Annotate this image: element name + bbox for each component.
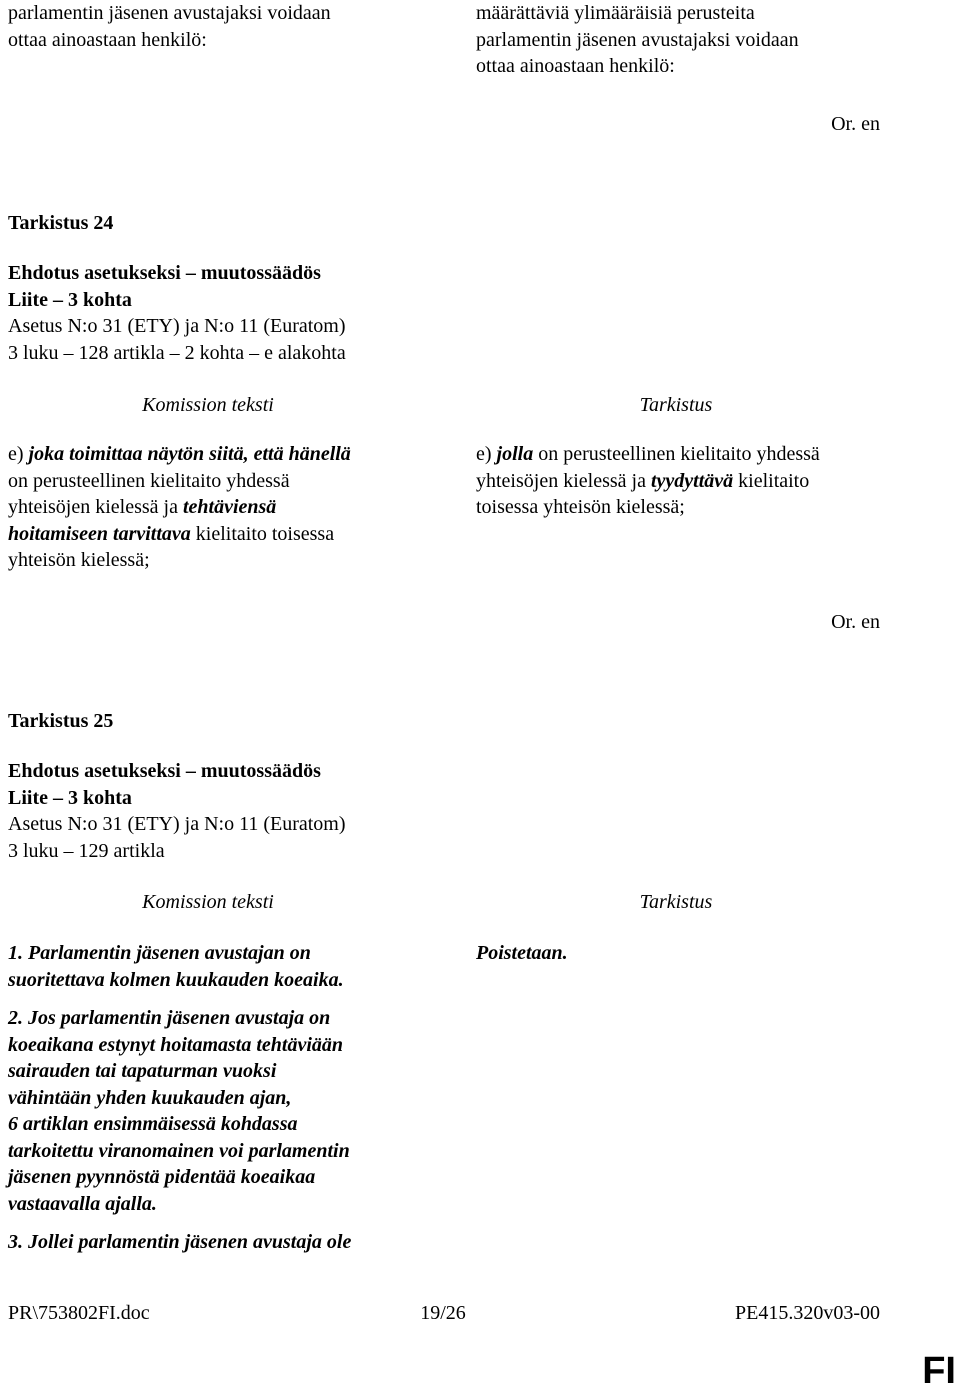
reference-line: Asetus N:o 31 (ETY) ja N:o 11 (Euratom) (8, 813, 346, 835)
reference-line: Asetus N:o 31 (ETY) ja N:o 11 (Euratom) (8, 315, 346, 337)
reference-line: Ehdotus asetukseksi – muutossäädös (8, 262, 321, 284)
text-line: jäsenen pyynnöstä pidentää koeaikaa (8, 1166, 316, 1188)
text-line: tarkoitettu viranomainen voi parlamentin (8, 1139, 350, 1162)
commission-text-body (8, 441, 351, 574)
text-line (476, 468, 820, 495)
text-line (8, 521, 351, 548)
footer-language-mark: FI (922, 1350, 956, 1392)
text-line: parlamentin jäsenen avustajaksi voidaan (476, 28, 799, 51)
amended-text: jolla (496, 443, 534, 465)
text-segment: on perusteellinen kielitaito yhdessä (533, 443, 820, 465)
text-line: sairauden tai tapaturman vuoksi (8, 1060, 277, 1082)
text-segment: e) (8, 443, 29, 465)
text-segment: kielitaito (733, 469, 810, 492)
text-line: ottaa ainoastaan henkilö: (8, 28, 207, 51)
reference-line: Liite – 3 kohta (8, 288, 132, 311)
text-segment: on perusteellinen kielitaito yhdessä (8, 469, 290, 492)
amendment-title: Tarkistus 25 (8, 710, 114, 732)
top-right-text (476, 0, 799, 80)
reference-line: Liite – 3 kohta (8, 786, 132, 809)
text-line: ottaa ainoastaan henkilö: (476, 55, 675, 77)
text-line (476, 441, 820, 468)
text-line: 2. Jos parlamentin jäsenen avustaja on (8, 1007, 331, 1029)
reference-line: 3 luku – 129 artikla (8, 839, 165, 862)
commission-text-header: Komission teksti (142, 891, 274, 913)
text-segment: yhteisön kielessä; (8, 549, 150, 571)
amendment-reference (8, 758, 346, 864)
deleted-marker: Poistetaan. (476, 942, 568, 964)
text-segment: kielitaito toisessa (190, 522, 335, 545)
amendment-header: Tarkistus (639, 891, 713, 913)
footer-page-number: 19/26 (420, 1302, 466, 1324)
original-language: Or. en (831, 113, 880, 135)
text-segment: yhteisöjen kielessä ja (476, 469, 651, 492)
amended-text: tyydyttävä (650, 469, 734, 492)
text-line (8, 468, 351, 495)
reference-line: 3 luku – 128 artikla – 2 kohta – e alakohta (8, 341, 346, 364)
amendment-text-body (476, 441, 820, 521)
top-left-text (8, 0, 331, 53)
text-segment: e) (476, 443, 497, 465)
footer-reference: PE415.320v03-00 (735, 1302, 880, 1324)
amendment-header: Tarkistus (639, 394, 713, 416)
text-line: koeaikana estynyt hoitamasta tehtäviään (8, 1033, 344, 1056)
text-line: vastaavalla ajalla. (8, 1192, 157, 1215)
footer-doc-name: PR\753802FI.doc (8, 1302, 150, 1324)
text-line: 1. Parlamentin jäsenen avustajan on (8, 942, 311, 964)
text-line (8, 547, 351, 574)
original-language: Or. en (831, 611, 880, 633)
commission-text-header: Komission teksti (142, 394, 274, 416)
commission-paragraph-1 (8, 940, 344, 993)
text-segment: toisessa yhteisön kielessä; (476, 496, 685, 518)
text-line: parlamentin jäsenen avustajaksi voidaan (8, 2, 331, 24)
commission-paragraph-2 (8, 1005, 350, 1217)
commission-paragraph-3: 3. Jollei parlamentin jäsenen avustaja ole (8, 1231, 352, 1253)
text-line: vähintään yhden kuukauden ajan, (8, 1086, 292, 1109)
text-line: 6 artiklan ensimmäisessä kohdassa (8, 1113, 298, 1135)
text-line (8, 494, 351, 521)
text-line: määrättäviä ylimääräisiä perusteita (476, 2, 755, 24)
amended-text: tehtäviensä (182, 496, 277, 518)
text-line (8, 441, 351, 468)
text-segment: yhteisöjen kielessä ja (8, 496, 183, 518)
text-line (476, 494, 820, 521)
reference-line: Ehdotus asetukseksi – muutossäädös (8, 760, 321, 782)
amendment-title: Tarkistus 24 (8, 212, 114, 234)
text-line: suoritettava kolmen kuukauden koeaika. (8, 968, 344, 991)
amendment-reference (8, 260, 346, 366)
amended-text: joka toimittaa näytön siitä, että hänellä (28, 443, 351, 465)
amended-text: hoitamiseen tarvittava (8, 522, 191, 545)
